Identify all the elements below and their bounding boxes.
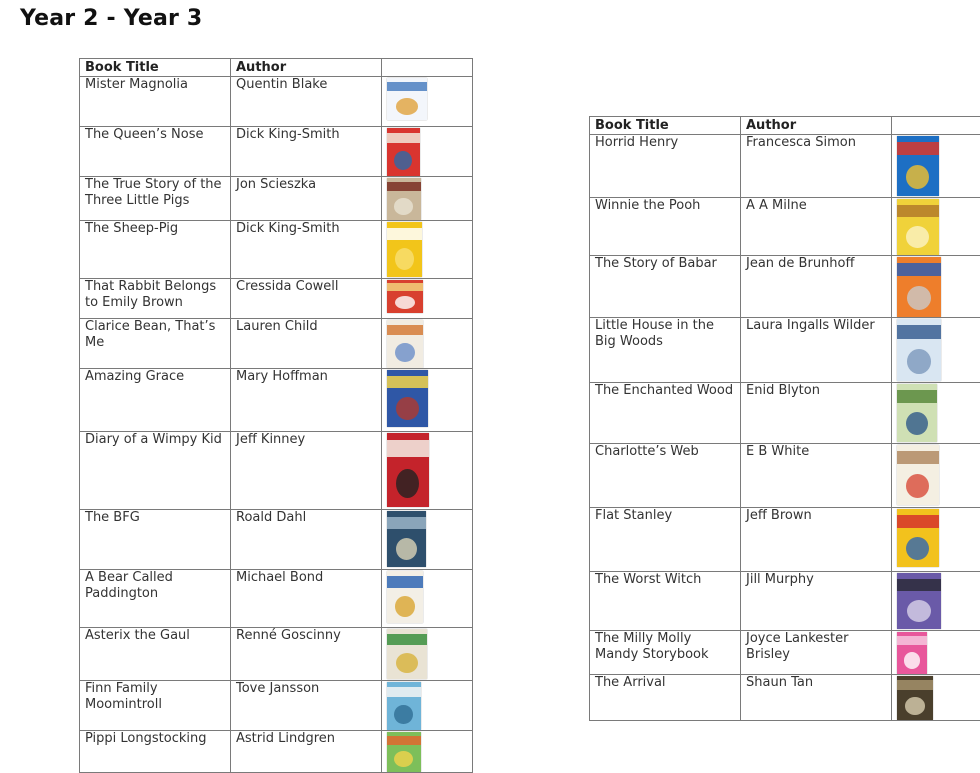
- book-author: Cressida Cowell: [231, 279, 382, 319]
- cover-cell: [382, 731, 473, 773]
- table-row: [80, 731, 473, 773]
- book-author: Jill Murphy: [741, 572, 892, 631]
- table-row: [590, 135, 980, 198]
- cover-cell: [382, 369, 473, 432]
- book-author: Quentin Blake: [231, 77, 382, 127]
- cover-cell: [382, 177, 473, 221]
- table-row: [590, 572, 980, 631]
- asterix-cover: [387, 629, 427, 679]
- book-author: Jon Scieszka: [231, 177, 382, 221]
- book-title: Diary of a Wimpy Kid: [80, 432, 231, 510]
- book-title: Mister Magnolia: [80, 77, 231, 127]
- book-author: Dick King-Smith: [231, 127, 382, 177]
- book-author: Lauren Child: [231, 319, 382, 369]
- cover-cell: [382, 510, 473, 570]
- milly-molly-mandy-cover: [897, 632, 927, 674]
- table-row: [80, 177, 473, 221]
- book-title: The Story of Babar: [590, 256, 741, 318]
- page-heading: Year 2 - Year 3: [20, 6, 202, 31]
- table-row: [590, 444, 980, 508]
- table-row: [80, 628, 473, 681]
- winnie-the-pooh-cover: [897, 199, 939, 255]
- book-title: A Bear Called Paddington: [80, 570, 231, 628]
- book-author: Shaun Tan: [741, 675, 892, 721]
- book-author: Mary Hoffman: [231, 369, 382, 432]
- book-author: Jeff Kinney: [231, 432, 382, 510]
- three-little-pigs-cover: [387, 178, 421, 220]
- bfg-cover: [387, 511, 426, 567]
- table-row: [80, 221, 473, 279]
- book-title: The Sheep-Pig: [80, 221, 231, 279]
- book-title: The Enchanted Wood: [590, 383, 741, 444]
- cover-cell: [382, 570, 473, 628]
- column-header-cover: [892, 117, 980, 135]
- sheep-pig-cover: [387, 222, 422, 277]
- book-author: Roald Dahl: [231, 510, 382, 570]
- book-author: Enid Blyton: [741, 383, 892, 444]
- queens-nose-cover: [387, 128, 420, 176]
- book-title: The True Story of the Three Little Pigs: [80, 177, 231, 221]
- header-row: [590, 117, 980, 135]
- cover-cell: [892, 135, 980, 198]
- cover-cell: [892, 256, 980, 318]
- book-author: Renné Goscinny: [231, 628, 382, 681]
- column-header-title: Book Title: [590, 117, 741, 135]
- column-header-author: Author: [231, 59, 382, 77]
- table-row: [80, 510, 473, 570]
- table-row: [590, 383, 980, 444]
- cover-cell: [382, 127, 473, 177]
- mister-magnolia-cover: [387, 78, 427, 120]
- book-author: A A Milne: [741, 198, 892, 256]
- babar-cover: [897, 257, 941, 317]
- book-title: Charlotte’s Web: [590, 444, 741, 508]
- book-title: The BFG: [80, 510, 231, 570]
- cover-cell: [892, 631, 980, 675]
- book-title: Horrid Henry: [590, 135, 741, 198]
- table-row: [80, 570, 473, 628]
- clarice-bean-cover: [387, 320, 423, 368]
- book-title: The Arrival: [590, 675, 741, 721]
- book-title: Clarice Bean, That’s Me: [80, 319, 231, 369]
- book-table-left: [79, 58, 473, 773]
- cover-cell: [892, 444, 980, 508]
- pippi-cover: [387, 732, 421, 772]
- cover-cell: [382, 221, 473, 279]
- emily-brown-cover: [387, 280, 423, 313]
- little-house-cover: [897, 319, 941, 381]
- header-row: [80, 59, 473, 77]
- table-row: [590, 198, 980, 256]
- book-author: Dick King-Smith: [231, 221, 382, 279]
- table-row: [590, 631, 980, 675]
- column-header-title: Book Title: [80, 59, 231, 77]
- book-author: Jeff Brown: [741, 508, 892, 572]
- book-title: That Rabbit Belongs to Emily Brown: [80, 279, 231, 319]
- table-row: [590, 508, 980, 572]
- paddington-cover: [387, 571, 423, 623]
- cover-cell: [382, 628, 473, 681]
- cover-cell: [382, 432, 473, 510]
- book-author: Tove Jansson: [231, 681, 382, 731]
- table-row: [80, 681, 473, 731]
- table-row: [80, 127, 473, 177]
- table-row: [80, 319, 473, 369]
- cover-cell: [892, 572, 980, 631]
- column-header-author: Author: [741, 117, 892, 135]
- book-title: Asterix the Gaul: [80, 628, 231, 681]
- table-row: [80, 279, 473, 319]
- table-row: [80, 77, 473, 127]
- book-title: Pippi Longstocking: [80, 731, 231, 773]
- worst-witch-cover: [897, 573, 941, 629]
- amazing-grace-cover: [387, 370, 428, 427]
- cover-cell: [892, 198, 980, 256]
- the-arrival-cover: [897, 676, 933, 720]
- table-row: [590, 318, 980, 383]
- book-author: Astrid Lindgren: [231, 731, 382, 773]
- book-author: Jean de Brunhoff: [741, 256, 892, 318]
- horrid-henry-cover: [897, 136, 939, 196]
- book-title: Little House in the Big Woods: [590, 318, 741, 383]
- book-title: The Milly Molly Mandy Storybook: [590, 631, 741, 675]
- book-title: Finn Family Moomintroll: [80, 681, 231, 731]
- table-row: [590, 675, 980, 721]
- cover-cell: [382, 77, 473, 127]
- table-row: [590, 256, 980, 318]
- enchanted-wood-cover: [897, 384, 937, 442]
- column-header-cover: [382, 59, 473, 77]
- book-title: The Queen’s Nose: [80, 127, 231, 177]
- book-author: Francesca Simon: [741, 135, 892, 198]
- charlottes-web-cover: [897, 445, 939, 505]
- book-title: Flat Stanley: [590, 508, 741, 572]
- cover-cell: [892, 383, 980, 444]
- book-author: E B White: [741, 444, 892, 508]
- book-title: The Worst Witch: [590, 572, 741, 631]
- moomintroll-cover: [387, 682, 421, 730]
- wimpy-kid-cover: [387, 433, 429, 507]
- book-author: Laura Ingalls Wilder: [741, 318, 892, 383]
- book-title: Winnie the Pooh: [590, 198, 741, 256]
- cover-cell: [892, 675, 980, 721]
- table-row: [80, 369, 473, 432]
- book-author: Joyce Lankester Brisley: [741, 631, 892, 675]
- book-author: Michael Bond: [231, 570, 382, 628]
- cover-cell: [382, 681, 473, 731]
- cover-cell: [892, 508, 980, 572]
- cover-cell: [382, 319, 473, 369]
- flat-stanley-cover: [897, 509, 939, 567]
- cover-cell: [382, 279, 473, 319]
- table-row: [80, 432, 473, 510]
- cover-cell: [892, 318, 980, 383]
- book-table-right: [589, 116, 980, 721]
- book-title: Amazing Grace: [80, 369, 231, 432]
